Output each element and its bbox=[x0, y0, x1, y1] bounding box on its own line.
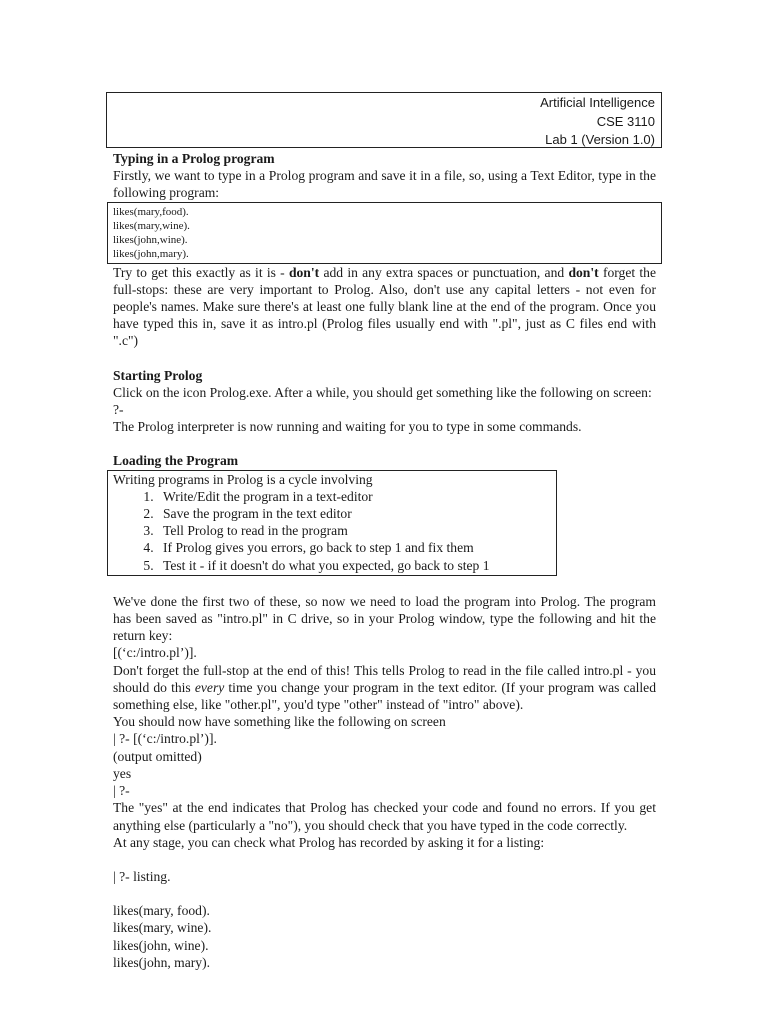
code-block bbox=[107, 202, 662, 264]
text-run: Don't forget the full-stop at the end of this! This tells Prolog to read in the file called intro.pl - you should do this bbox=[113, 662, 656, 695]
paragraph: The Prolog interpreter is now running and waiting for you to type in some commands. bbox=[113, 419, 582, 435]
paragraph: The "yes" at the end indicates that Prolog has checked your code and found no errors. If you get anything else (particularly a "no"), you should check that you have typed in the code correctly. bbox=[113, 800, 656, 833]
code-line: likes(mary,food). bbox=[113, 205, 189, 218]
code-line: likes(john,wine). bbox=[113, 233, 188, 246]
listing-command: | ?- listing. bbox=[113, 868, 171, 884]
listing-line: likes(john, wine). bbox=[113, 937, 209, 953]
cycle-list bbox=[113, 488, 551, 574]
screen-line: yes bbox=[113, 765, 132, 781]
bold-text: don't bbox=[288, 264, 320, 280]
text-run: time you change your program in the text editor. (If your program was called something else, like "other.pl", you'd type "other" instead of "intro" above). bbox=[113, 679, 656, 713]
list-item: 1. Write/Edit the program in a text-editor bbox=[157, 488, 551, 505]
italic-text: every bbox=[194, 679, 225, 695]
listing-line: likes(mary, wine). bbox=[113, 920, 212, 936]
paragraph: At any stage, you can check what Prolog has recorded by asking it for a listing: bbox=[113, 834, 545, 850]
screen-line: | ?- [(‘c:/intro.pl’)]. bbox=[113, 731, 217, 747]
command-text: [(‘c:/intro.pl’)]. bbox=[113, 645, 197, 661]
paragraph bbox=[113, 264, 656, 350]
section-heading-starting: Starting Prolog bbox=[113, 367, 203, 383]
listing-line: likes(mary, food). bbox=[113, 903, 210, 919]
screen-line: (output omitted) bbox=[113, 748, 202, 764]
prompt-text: ?- bbox=[113, 402, 124, 418]
text-run: forget the full-stops: these are very important to Prolog. Also, don't use any capital letters - not even for people's names. Make sure there's at least one fully blank line at the end of the program. Once you have typed this in, save it as intro.pl (Prolog files usually end with ".pl", just as C files end with ".c") bbox=[113, 264, 657, 349]
list-item: 5. Test it - if it doesn't do what you expected, go back to step 1 bbox=[157, 557, 551, 574]
code-line: likes(mary,wine). bbox=[113, 219, 190, 232]
section-heading-loading: Loading the Program bbox=[113, 453, 239, 469]
document-body bbox=[113, 150, 656, 971]
cycle-intro: Writing programs in Prolog is a cycle involving bbox=[113, 471, 373, 487]
list-item: 3. Tell Prolog to read in the program bbox=[157, 522, 551, 539]
cycle-box bbox=[107, 470, 557, 576]
bold-text: don't bbox=[568, 264, 599, 280]
course-code: CSE 3110 bbox=[596, 113, 655, 129]
paragraph: Firstly, we want to type in a Prolog program and save it in a file, so, using a Text Editor, type in the following program: bbox=[113, 168, 656, 201]
paragraph: You should now have something like the following on screen bbox=[113, 714, 446, 730]
paragraph bbox=[113, 662, 656, 714]
list-item: 4. If Prolog gives you errors, go back to step 1 and fix them bbox=[157, 539, 551, 556]
code-line: likes(john,mary). bbox=[113, 247, 189, 260]
paragraph: We've done the first two of these, so now we need to load the program into Prolog. The program has been saved as "intro.pl" in C drive, so in your Prolog window, type the following and hit the return key: bbox=[113, 593, 656, 644]
section-heading-typing: Typing in a Prolog program bbox=[113, 151, 275, 166]
lab-title: Lab 1 (Version 1.0) bbox=[545, 132, 655, 147]
course-header bbox=[106, 92, 662, 148]
text-run: add in any extra spaces or punctuation, and bbox=[319, 264, 569, 280]
listing-line: likes(john, mary). bbox=[113, 954, 211, 970]
paragraph: Click on the icon Prolog.exe. After a while, you should get something like the following on screen: bbox=[113, 384, 652, 400]
screen-line: | ?- bbox=[113, 783, 130, 799]
list-item: 2. Save the program in the text editor bbox=[157, 505, 551, 522]
text-run: Try to get this exactly as it is - bbox=[113, 264, 289, 280]
course-title: Artificial Intelligence bbox=[540, 95, 655, 110]
